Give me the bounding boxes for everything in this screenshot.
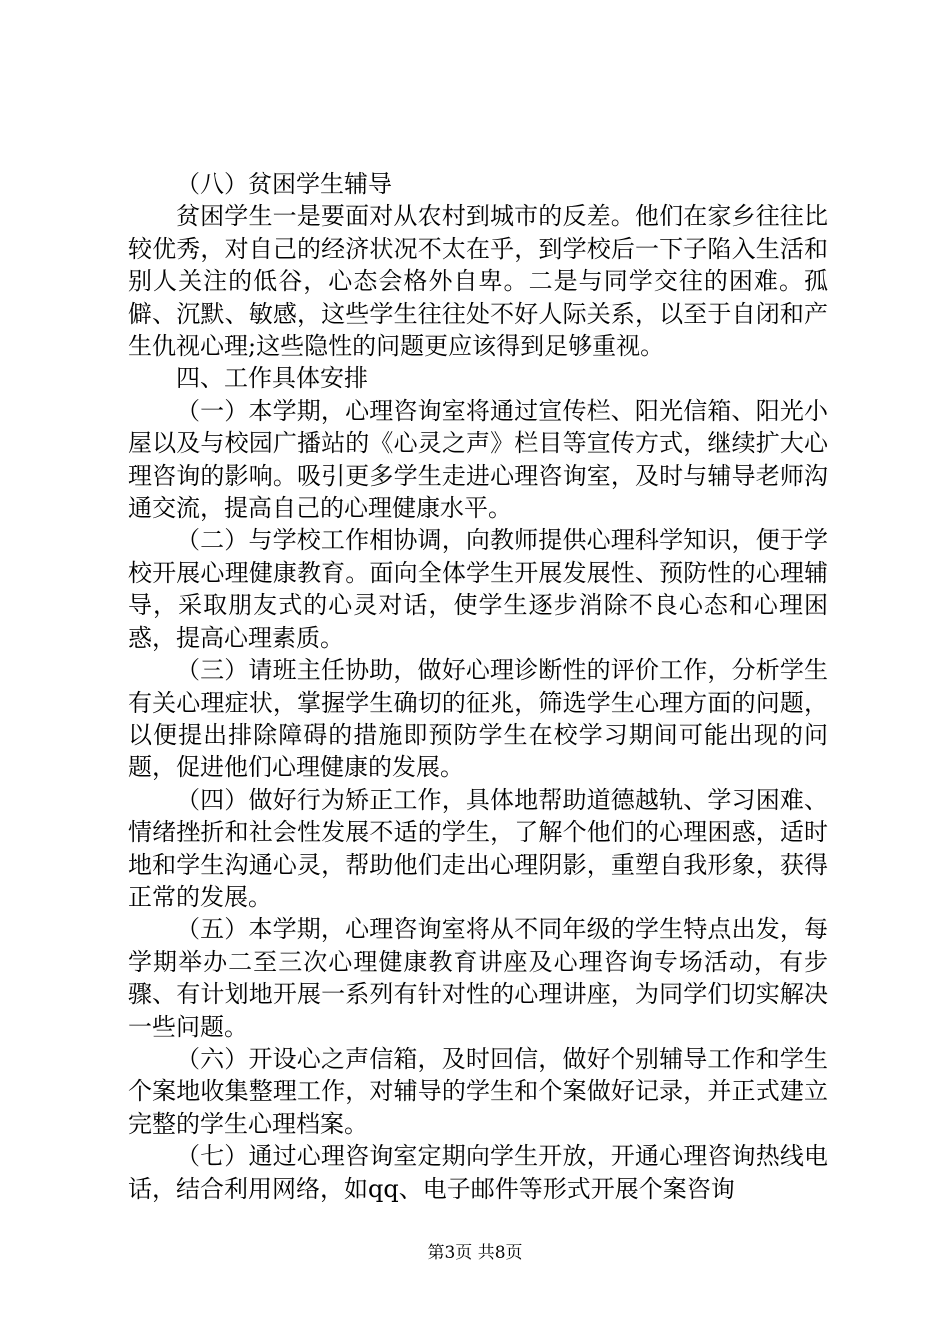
paragraph-item-3: （三）请班主任协助，做好心理诊断性的评价工作，分析学生有关心理症状，掌握学生确切的征兆，筛选学生心理方面的问题，以便提出排除障碍的措施即预防学生在校学习期间可能出现的问题，促进他们心理健康的发展。 [128,656,828,782]
paragraph-item-5: （五）本学期，心理咨询室将从不同年级的学生特点出发，每学期举办二至三次心理健康教育讲座及心理咨询专场活动，有步骤、有计划地开展一系列有针对性的心理讲座，为同学们切实解决一些问题。 [128,915,828,1041]
paragraph-item-1: （一）本学期，心理咨询室将通过宣传栏、阳光信箱、阳光小屋以及与校园广播站的《心灵之声》栏目等宣传方式，继续扩大心理咨询的影响。吸引更多学生走进心理咨询室，及时与辅导老师沟通交流，提高自己的心理健康水平。 [128,396,828,523]
paragraph-item-6: （六）开设心之声信箱，及时回信，做好个别辅导工作和学生个案地收集整理工作，对辅导的学生和个案做好记录，并正式建立完整的学生心理档案。 [128,1044,828,1138]
page-footer: 第3页 共8页 [427,1243,523,1263]
section-heading-poor-students: （八）贫困学生辅导 [176,170,392,198]
paragraph-item-7: （七）通过心理咨询室定期向学生开放，开通心理咨询热线电话，结合利用网络，如qq、电子邮件等形式开展个案咨询 [128,1142,828,1203]
section-heading-work-arrangement: 四、工作具体安排 [176,364,368,393]
paragraph-item-4: （四）做好行为矫正工作，具体地帮助道德越轨、学习困难、情绪挫折和社会性发展不适的学生，了解个他们的心理困惑，适时地和学生沟通心灵，帮助他们走出心理阴影，重塑自我形象，获得正常的发展。 [128,785,828,911]
paragraph-item-2: （二）与学校工作相协调，向教师提供心理科学知识，便于学校开展心理健康教育。面向全体学生开展发展性、预防性的心理辅导，采取朋友式的心灵对话，使学生逐步消除不良心态和心理困惑，提高心理素质。 [128,526,828,652]
paragraph-poor-students: 贫困学生一是要面对从农村到城市的反差。他们在家乡往往比较优秀，对自己的经济状况不太在乎，到学校后一下子陷入生活和别人关注的低谷，心态会格外自卑。二是与同学交往的困难。孤僻、沉默、敏感，这些学生往往处不好人际关系，以至于自闭和产生仇视心理;这些隐性的问题更应该得到足够重视。 [128,202,828,361]
document-body [128,168,828,1205]
